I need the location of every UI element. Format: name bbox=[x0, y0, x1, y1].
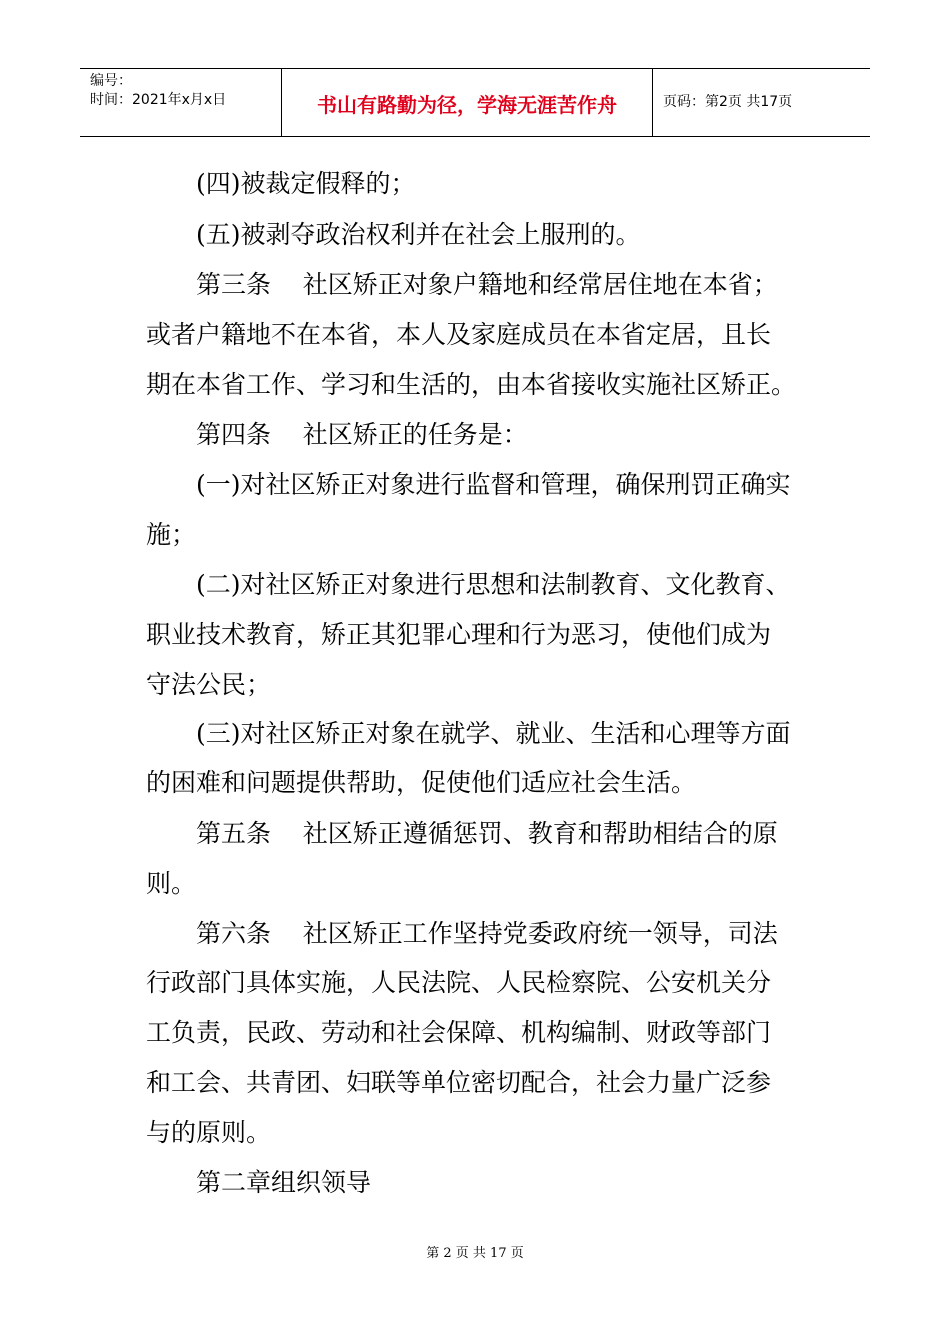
body-line: (一)对社区矫正对象进行监督和管理，确保刑罚正确实 bbox=[196, 470, 791, 499]
chapter-heading: 第二章组织领导 bbox=[196, 1168, 372, 1197]
body-line: 第六条 社区矫正工作坚持党委政府统一领导，司法 bbox=[196, 919, 778, 948]
body-line: 的困难和问题提供帮助，促使他们适应社会生活。 bbox=[146, 768, 697, 797]
header-page-cell bbox=[653, 69, 870, 136]
body-line: 守法公民； bbox=[146, 670, 272, 699]
body-line: 职业技术教育，矫正其犯罪心理和行为恶习，使他们成为 bbox=[146, 620, 772, 649]
body-line: 行政部门具体实施，人民法院、人民检察院、公安机关分 bbox=[146, 968, 772, 997]
body-line: (四)被裁定假释的； bbox=[196, 169, 416, 198]
header-motto-cell bbox=[281, 69, 653, 136]
body-line: 第五条 社区矫正遵循惩罚、教育和帮助相结合的原 bbox=[196, 819, 778, 848]
header-motto: 书山有路勤为径，学海无涯苦作舟 bbox=[317, 93, 617, 117]
document-number-label: 编号： bbox=[90, 73, 132, 89]
header-info-cell bbox=[80, 69, 280, 136]
body-line: 第三条 社区矫正对象户籍地和经常居住地在本省； bbox=[196, 270, 778, 299]
body-line: 或者户籍地不在本省，本人及家庭成员在本省定居，且长 bbox=[146, 320, 772, 349]
body-line: 工负责，民政、劳动和社会保障、机构编制、财政等部门 bbox=[146, 1018, 772, 1047]
header-page-number: 页码：第2页 共17页 bbox=[663, 94, 793, 110]
page-header bbox=[80, 68, 870, 137]
page-footer: 第 2 页 共 17 页 bbox=[426, 1246, 524, 1261]
body-line: (五)被剥夺政治权利并在社会上服刑的。 bbox=[196, 220, 641, 249]
body-line: 施； bbox=[146, 520, 197, 549]
body-line: (三)对社区矫正对象在就学、就业、生活和心理等方面 bbox=[196, 719, 791, 748]
document-date-label: 时间：2021年x月x日 bbox=[90, 92, 227, 108]
body-line: 和工会、共青团、妇联等单位密切配合，社会力量广泛参 bbox=[146, 1068, 772, 1097]
body-line: 第四条 社区矫正的任务是： bbox=[196, 420, 528, 449]
body-line: 与的原则。 bbox=[146, 1118, 272, 1147]
body-line: 则。 bbox=[146, 869, 197, 898]
body-line: (二)对社区矫正对象进行思想和法制教育、文化教育、 bbox=[196, 570, 791, 599]
body-line: 期在本省工作、学习和生活的，由本省接收实施社区矫正。 bbox=[146, 370, 797, 399]
